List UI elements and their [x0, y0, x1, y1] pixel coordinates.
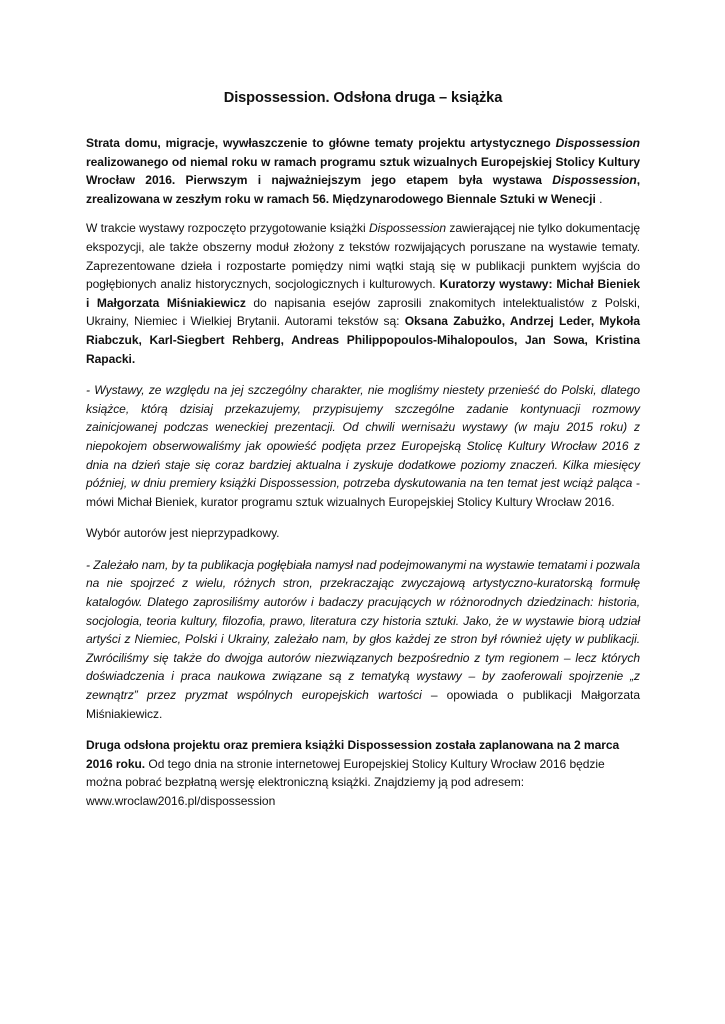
document-page — [86, 88, 640, 822]
quote-misniakiewicz: - Zależało nam, by ta publikacja pogłębiała namysł nad podejmowanymi na wystawie tematami i pozwala na nie spojrzeć z wielu, różnych stron, przekraczając zwyczajową artystyczno-kuratorską formułę katalogów. Dlatego zaprosiliśmy autorów i badaczy pracujących w różnorodnych dziedzinach: historia, socjologia, teoria kultury, filozofia, prawo, literatura czy historia sztuki. Jako, że w wystawie biorą udział artyści z Niemiec, Polski i Ukrainy, zależało nam, by głos każdej ze stron był również ujęty w publikacji. Zwróciliśmy się także do dwojga autorów niezwiązanych bezpośrednio z tym regionem – lecz których doświadczenia i praca naukowa związane są z tematyką wystawy – by zaoferowali spojrzenie „z zewnątrz” przez pryzmat wspólnych europejskich wartości – opowiada o publikacji Małgorzata Miśniakiewicz. — [86, 557, 640, 721]
book-paragraph: W trakcie wystawy rozpoczęto przygotowanie książki Dispossession zawierającej nie tylko dokumentację ekspozycji, ale także obszerny moduł złożony z tekstów rozwijających poruszane na wystawie tematy. Zaprezentowane dzieła i rozpostarte pomiędzy nimi wątki stają się w publikacji punktem wyjścia do pogłębionych analiz historycznych, socjologicznych i kulturowych. Kuratorzy wystawy: Michał Bieniek i Małgorzata Miśniakiewicz do napisania esejów zaprosili znakomitych intelektualistów z Polski, Ukrainy, Niemiec i Wielkiej Brytanii. Autorami tekstów są: Oksana Zabużko, Andrzej Leder, Mykoła Riabczuk, Karl-Siegbert Rehberg, Andreas Philippopoulos-Mihalopoulos, Jan Sowa, Kristina Rapacki. — [86, 221, 641, 366]
lead-paragraph: Strata domu, migracje, wywłaszczenie to główne tematy projektu artystycznego Dispossession realizowanego od niemal roku w ramach programu sztuk wizualnych Europejskiej Stolicy Kultury Wrocław 2016. Pierwszym i najważniejszym jego etapem była wystawa Dispossession, zrealizowana w zeszłym roku w ramach 56. Międzynarodowego Biennale Sztuki w Wenecji . — [86, 136, 640, 206]
lead-text: Strata domu, migracje, wywłaszczenie to główne tematy projektu artystycznego Dispossession realizowanego od niemal roku w ramach programu sztuk wizualnych Europejskiej Stolicy Kultury Wrocław 2016. Pierwszym i najważniejszym jego etapem była wystawa Dispossession, zrealizowana w zeszłym roku w ramach 56. Międzynarodowego Biennale Sztuki w Wenecji — [86, 136, 640, 206]
premiere-date-text: Druga odsłona projektu oraz premiera książki Dispossession została zaplanowana na 2 marca 2016 roku. — [86, 738, 620, 771]
curators-text: Kuratorzy wystawy: Michał Bieniek i Małgorzata Miśniakiewicz — [86, 277, 641, 310]
authors-list: Oksana Zabużko, Andrzej Leder, Mykoła Riabczuk, Karl-Siegbert Rehberg, Andreas Philippopoulos-Mihalopoulos, Jan Sowa, Kristina Rapacki. — [86, 314, 640, 366]
authors-choice-paragraph: Wybór autorów jest nieprzypadkowy. — [86, 526, 280, 541]
final-paragraph: Druga odsłona projektu oraz premiera książki Dispossession została zaplanowana na 2 marca 2016 roku. Od tego dnia na stronie internetowej Europejskiej Stolicy Kultury Wrocław 2016 będzie można pobrać bezpłatną wersję elektroniczną książki. Znajdziemy ją pod adresem: www.wroclaw2016.pl/dispossession — [86, 738, 620, 808]
quote-bieniek: - Wystawy, ze względu na jej szczególny charakter, nie mogliśmy niestety przenieść do Polski, dlatego książce, którą dzisiaj przekazujemy, przypisujemy szczególne zadanie kontynuacji rozmowy zainicjowanej podczas weneckiej prezentacji. Od chwili wernisażu wystawy (w maju 2015 roku) z niepokojem obserwowaliśmy jak opowieść podjęta przez Europejską Stolicę Kultury Wrocław 2016 z dnia na dzień staje się coraz bardziej aktualna i zyskuje dodatkowe poziomy znaczeń. Kilka miesięcy później, w dniu premiery książki Dispossession, potrzeba dyskutowania na ten temat jest wciąż paląca - mówi Michał Bieniek, kurator programu sztuk wizualnych Europejskiej Stolicy Kultury Wrocław 2016. — [86, 383, 640, 509]
document-title: Dispossession. Odsłona druga – książka — [223, 90, 503, 106]
book-url: www.wroclaw2016.pl/dispossession — [86, 794, 276, 808]
